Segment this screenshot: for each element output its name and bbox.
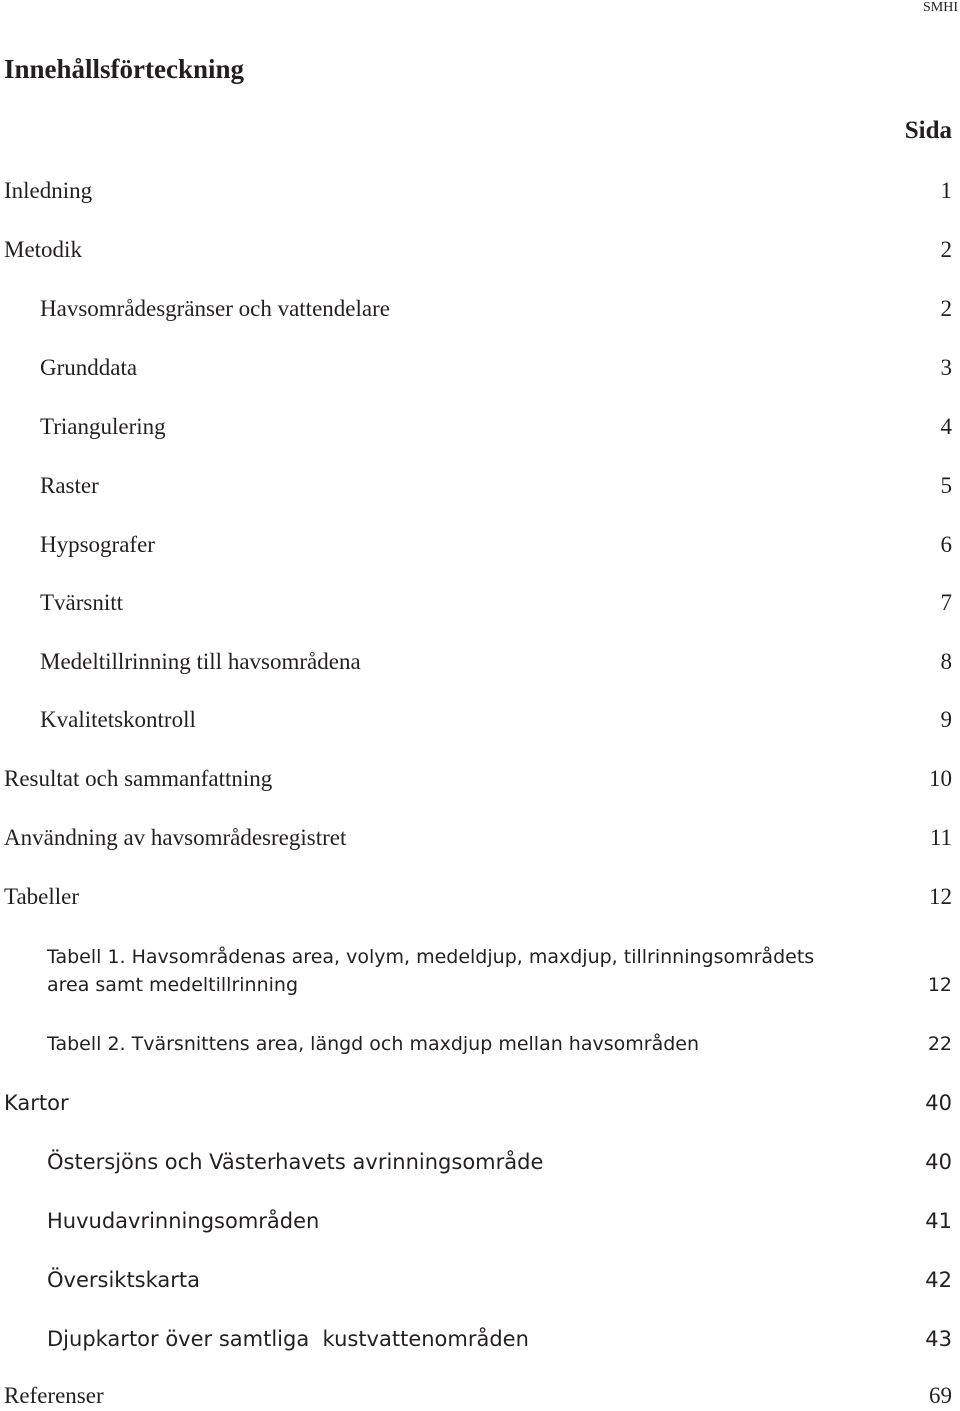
toc-entry-page: 69 <box>929 1383 952 1408</box>
toc-entry-page: 7 <box>940 590 952 615</box>
toc-entry-page: 12 <box>929 884 952 909</box>
toc-entry-label: Huvudavrinningsområden <box>47 1209 320 1233</box>
toc-entry-page: 2 <box>940 296 952 321</box>
toc-entry-page: 11 <box>929 825 952 850</box>
toc-entry-label: Triangulering <box>40 414 166 439</box>
toc-entry-tabeller[interactable] <box>0 884 960 910</box>
toc-entry-label: Översiktskarta <box>47 1268 201 1292</box>
toc-entry-page: 4 <box>940 414 952 439</box>
org-mark: SMHI <box>922 0 958 15</box>
toc-entry-inledning[interactable] <box>0 178 960 204</box>
toc-entry-label: Raster <box>40 473 99 498</box>
toc-entry-kartor[interactable] <box>0 1091 960 1115</box>
toc-entry-djupkartor[interactable] <box>0 1327 960 1351</box>
toc-entry-page: 40 <box>925 1091 952 1115</box>
toc-entry-page: 1 <box>940 178 952 203</box>
toc-entry-page: 9 <box>940 707 952 732</box>
toc-entry-page: 42 <box>925 1268 952 1292</box>
toc-entry-hypsografer[interactable] <box>0 532 960 558</box>
toc-entry-triangulering[interactable] <box>0 414 960 440</box>
toc-entry-page: 22 <box>927 1033 952 1055</box>
toc-entry-page: 43 <box>925 1327 952 1351</box>
toc-entry-label: Inledning <box>4 178 93 203</box>
toc-entry-havsomradesgranser[interactable] <box>0 296 960 322</box>
toc-entry-page: 5 <box>940 473 952 498</box>
toc-entry-page: 10 <box>929 766 952 791</box>
toc-entry-resultat[interactable] <box>0 766 960 792</box>
toc-entry-huvudavrinning[interactable] <box>0 1209 960 1233</box>
toc-entry-medeltillrinning[interactable] <box>0 649 960 675</box>
toc-entry-metodik[interactable] <box>0 237 960 263</box>
toc-entry-label: Användning av havsområdesregistret <box>4 825 347 850</box>
toc-entry-label: Havsområdesgränser och vattendelare <box>40 296 390 321</box>
toc-entry-page: 6 <box>940 532 952 557</box>
toc-entry-label: Tabeller <box>4 884 80 909</box>
toc-entry-label: Djupkartor över samtliga kustvattenområden <box>47 1327 529 1351</box>
toc-entry-label: Resultat och sammanfattning <box>4 766 273 791</box>
page-title: Innehållsförteckning <box>4 54 245 84</box>
toc-entry-ostersjons[interactable] <box>0 1150 960 1174</box>
toc-entry-oversiktskarta[interactable] <box>0 1268 960 1292</box>
toc-entry-label: Hypsografer <box>40 532 155 557</box>
toc-entry-label: Kvalitetskontroll <box>40 707 196 732</box>
page-column-header: Sida <box>904 117 952 144</box>
toc-entry-raster[interactable] <box>0 473 960 499</box>
toc-entry-label: Tabell 2. Tvärsnittens area, längd och maxdjup mellan havsområden <box>47 1033 700 1055</box>
toc-entry-page: 12 <box>927 974 952 996</box>
toc-entry-label: Referenser <box>4 1383 104 1408</box>
toc-entry-grunddata[interactable] <box>0 355 960 381</box>
toc-entry-page: 40 <box>925 1150 952 1174</box>
toc-entry-label: Medeltillrinning till havsområdena <box>40 649 361 674</box>
toc-entry-tabell-2[interactable] <box>0 1033 960 1055</box>
toc-entry-tabell-1[interactable] <box>47 943 960 999</box>
toc-entry-label-line2: area samt medeltillrinning <box>47 974 299 996</box>
toc-entry-label: Grunddata <box>40 355 138 380</box>
toc-entry-label-line1: Tabell 1. Havsområdenas area, volym, medeldjup, maxdjup, tillrinningsområdets <box>47 946 815 968</box>
toc-entry-page: 8 <box>940 649 952 674</box>
toc-entry-page: 3 <box>940 355 952 380</box>
toc-entry-label: Kartor <box>4 1091 69 1115</box>
toc-entry-page: 2 <box>940 237 952 262</box>
toc-entry-label: Metodik <box>4 237 82 262</box>
toc-entry-kvalitetskontroll[interactable] <box>0 707 960 733</box>
toc-entry-referenser[interactable] <box>0 1383 960 1409</box>
toc-entry-label: Tvärsnitt <box>40 590 124 615</box>
toc-entry-label: Östersjöns och Västerhavets avrinningsområde <box>47 1150 544 1174</box>
toc-entry-page: 41 <box>925 1209 952 1233</box>
toc-entry-anvandning[interactable] <box>0 825 960 851</box>
toc-entry-tvarsnitt[interactable] <box>0 590 960 616</box>
